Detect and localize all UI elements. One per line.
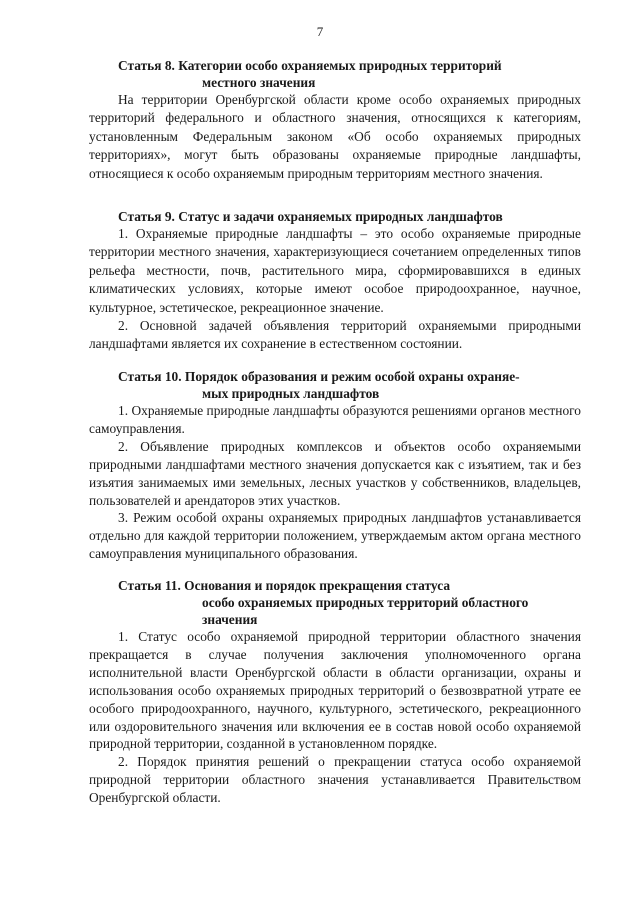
article-10-paragraph-1: 1. Охраняемые природные ландшафты образуются решениями органов местного самоуправления. [89,403,581,436]
article-9-title: Статья 9. Статус и задачи охраняемых природных ландшафтов [118,209,503,224]
article-8 [89,57,581,183]
article-11-title-line1: Статья 11. Основания и порядок прекращения статуса [118,578,451,593]
article-11-paragraph-1: 1. Статус особо охраняемой природной территории областного значения прекращается в случае получения заключения уполномоченного органа исполнительной власти Оренбургской области в области организации, охраны и использования особо охраняемых природных территорий о безвозвратной утрате ее особого природоохранного, научного, культурного, эстетического, рекреационного или оздоровительного значения или включения ее в состав новой особо охраняемой природной территории, созданной в установленном порядке. [89,629,581,752]
article-10-title-line2: мых природных ландшафтов [202,386,380,401]
article-11-title-line2: особо охраняемых природных территорий областного [202,595,529,610]
article-9-paragraph-2: 2. Основной задачей объявления территорий охраняемыми природными ландшафтами является их сохранение в естественном состоянии. [89,318,581,352]
article-10-title-line1: Статья 10. Порядок образования и режим особой охраны охраняе- [118,369,520,384]
article-10-paragraph-2: 2. Объявление природных комплексов и объектов особо охраняемыми природными ландшафтами местного значения допускается как с изъятием, так и без изъятия занимаемых ими земельных, лесных участков у собственников, владельцев, пользователей и арендаторов этих участков. [89,438,581,508]
article-11 [89,577,581,807]
article-8-title-line1: Статья 8. Категории особо охраняемых природных территорий [118,58,502,73]
article-8-paragraph-1: На территории Оренбургской области кроме особо охраняемых природных территорий федерального и областного значения, относящихся к категориям, установленным Федеральным законом «Об особо охраняемых природных территориях», могут быть образованы охраняемые природные ландшафты, относящиеся к особо охраняемым природным территориям местного значения. [89,92,581,181]
article-8-title-line2: местного значения [202,75,316,90]
article-9 [89,208,581,354]
page-number: 7 [316,24,324,39]
article-10-paragraph-3: 3. Режим особой охраны охраняемых природных ландшафтов устанавливается отдельно для каждой территории положением, утверждаемым актом органа местного самоуправления муниципального образования. [89,510,581,562]
article-11-title-line3: значения [202,612,258,627]
article-11-paragraph-2: 2. Порядок принятия решений о прекращении статуса особо охраняемой природной территории областного значения устанавливается Правительством Оренбургской области. [89,754,581,806]
article-9-paragraph-1: 1. Охраняемые природные ландшафты – это особо охраняемые природные территории местного значения, характеризующиеся сочетанием определенных типов рельефа местности, почв, растительного мира, сформировавшихся в единых климатических условиях, которые имеют особое природоохранное, научное, культурное, эстетическое, рекреационное значение. [89,226,581,315]
article-10 [89,368,581,563]
